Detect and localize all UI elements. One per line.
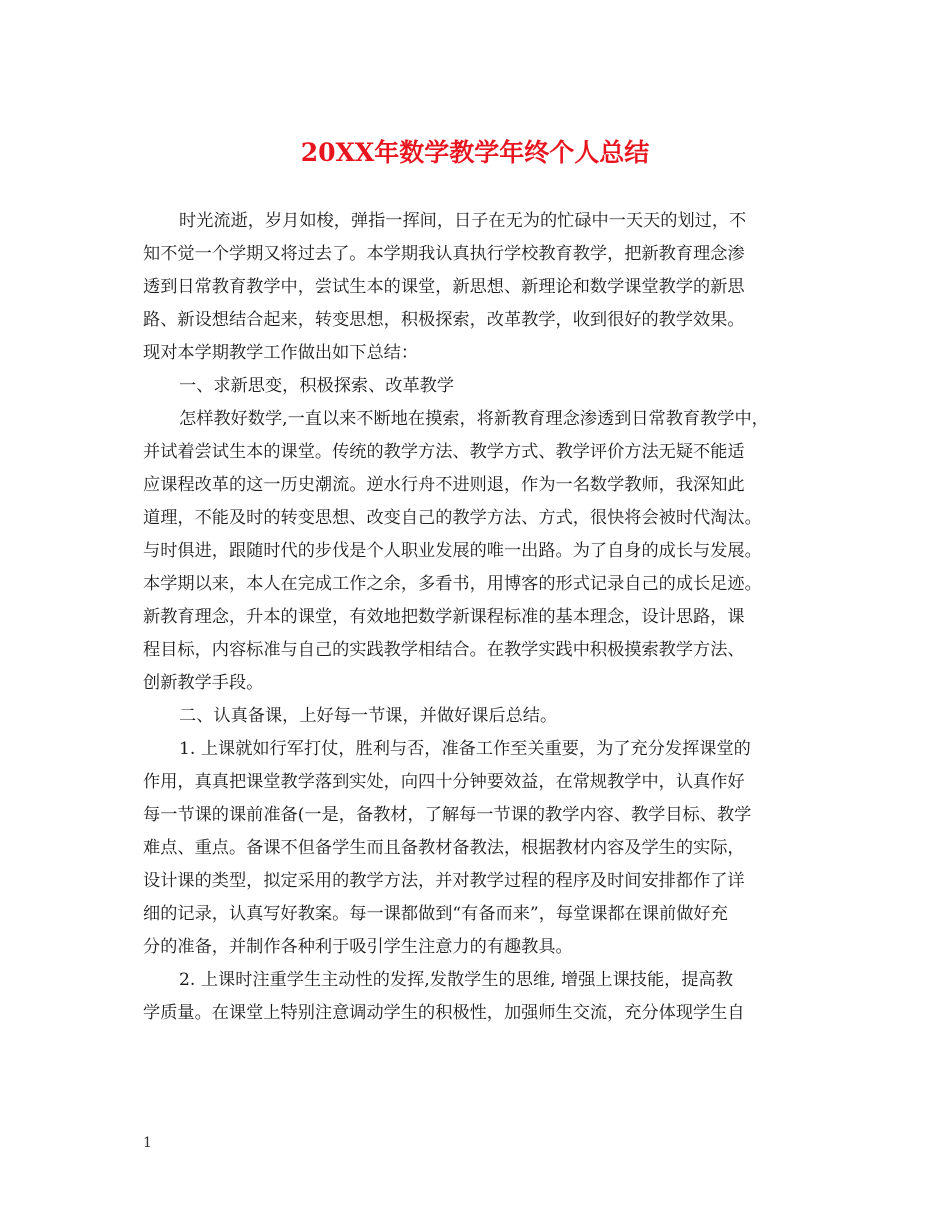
paragraph-line: 应课程改革的这一历史潮流。逆水行舟不进则退，作为一名数学教师，我深知此: [143, 475, 745, 495]
section-heading: 二、认真备课，上好每一节课，并做好课后总结。: [179, 706, 558, 726]
document-body: [143, 205, 813, 1030]
page-number: 1: [143, 1135, 152, 1151]
paragraph-line: 分的准备，并制作各种利于吸引学生注意力的有趣教具。: [143, 937, 573, 957]
paragraph-line: 时光流逝，岁月如梭，弹指一挥间，日子在无为的忙碌中一天天的划过，不: [179, 211, 747, 231]
paragraph-line: 1. 上课就如行军打仗，胜利与否，准备工作至关重要，为了充分发挥课堂的: [179, 739, 751, 759]
paragraph-line: 新教育理念，升本的课堂，有效地把数学新课程标准的基本理念，设计思路，课: [143, 607, 745, 627]
document-title: 20XX年数学教学年终个人总结: [300, 138, 650, 167]
paragraph-line: 路、新设想结合起来，转变思想，积极探索，改革教学，收到很好的教学效果。: [143, 310, 745, 330]
paragraph-line: 学质量。在课堂上特别注意调动学生的积极性，加强师生交流，充分体现学生自: [143, 1003, 745, 1023]
paragraph-line: 怎样教好数学,一直以来不断地在摸索，将新教育理念渗透到日常教育教学中，: [179, 409, 769, 429]
paragraph-line: 透到日常教育教学中，尝试生本的课堂，新思想、新理论和数学课堂教学的新思: [143, 277, 745, 297]
section-heading: 一、求新思变，积极探索、改革教学: [179, 376, 455, 396]
paragraph-line: 知不觉一个学期又将过去了。本学期我认真执行学校教育教学，把新教育理念渗: [143, 244, 745, 264]
paragraph-line: 难点、重点。备课不但备学生而且备教材备教法，根据教材内容及学生的实际，: [143, 838, 745, 858]
paragraph-line: 现对本学期教学工作做出如下总结：: [143, 343, 419, 363]
paragraph-line: 2. 上课时注重学生主动性的发挥,发散学生的思维, 增强上课技能，提高教: [179, 970, 733, 990]
paragraph-line: 程目标，内容标准与自己的实践教学相结合。在教学实践中积极摸索教学方法、: [143, 640, 745, 660]
paragraph-line: 细的记录，认真写好教案。每一课都做到“有备而来”，每堂课都在课前做好充: [143, 904, 728, 924]
paragraph-line: 并试着尝试生本的课堂。传统的教学方法、教学方式、教学评价方法无疑不能适: [143, 442, 745, 462]
paragraph-line: 作用，真真把课堂教学落到实处，向四十分钟要效益，在常规教学中，认真作好: [143, 772, 745, 792]
paragraph-line: 本学期以来，本人在完成工作之余，多看书，用博客的形式记录自己的成长足迹。: [143, 574, 762, 594]
paragraph-line: 创新教学手段。: [143, 673, 264, 693]
paragraph-line: 与时俱进，跟随时代的步伐是个人职业发展的唯一出路。为了自身的成长与发展。: [143, 541, 762, 561]
paragraph-line: 道理，不能及时的转变思想、改变自己的教学方法、方式，很快将会被时代淘汰。: [143, 508, 762, 528]
paragraph-line: 每一节课的课前准备(一是，备教材，了解每一节课的教学内容、教学目标、教学: [143, 805, 752, 825]
paragraph-line: 设计课的类型，拟定采用的教学方法，并对教学过程的程序及时间安排都作了详: [143, 871, 745, 891]
